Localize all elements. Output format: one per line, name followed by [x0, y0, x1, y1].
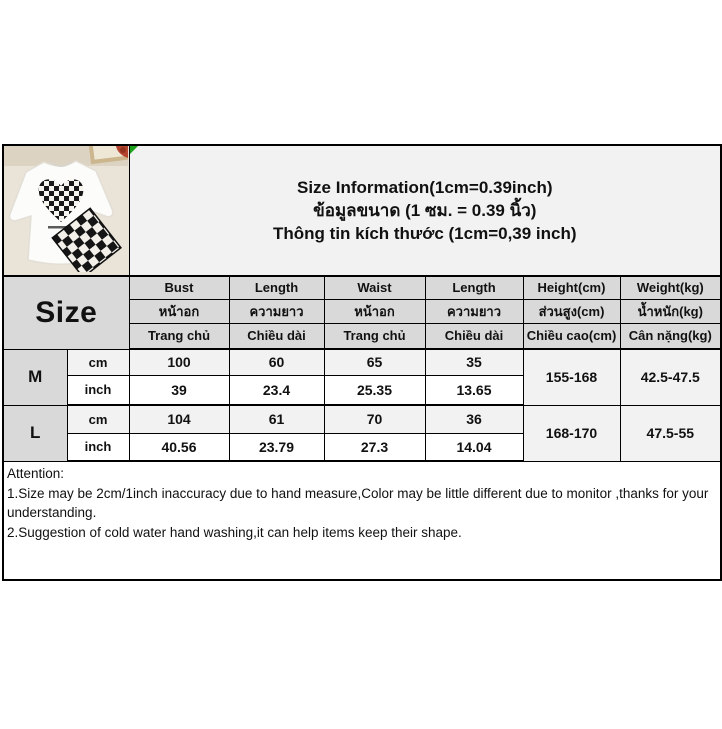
- unit-inch-label: inch: [67, 375, 129, 405]
- value-m-length-cm: 60: [229, 349, 324, 375]
- col-header-length-2-th: ความยาว: [425, 299, 523, 323]
- cell-corner-marker-icon: [130, 146, 138, 154]
- value-l-bust-inch: 40.56: [129, 433, 229, 461]
- size-info-title-vi: Thông tin kích thước (1cm=0,39 inch): [273, 224, 577, 243]
- value-m-weight: 42.5-47.5: [620, 349, 721, 405]
- col-header-length-vi: Chiều dài: [229, 323, 324, 349]
- col-header-waist: Waist: [324, 276, 425, 299]
- value-m-length2-inch: 13.65: [425, 375, 523, 405]
- value-l-height: 168-170: [523, 405, 620, 461]
- size-m-label: M: [3, 349, 67, 405]
- size-chart-table: [2, 144, 722, 581]
- value-m-bust-cm: 100: [129, 349, 229, 375]
- value-m-bust-inch: 39: [129, 375, 229, 405]
- value-l-length2-cm: 36: [425, 405, 523, 433]
- col-header-weight: Weight(kg): [620, 276, 721, 299]
- unit-cm-label: cm: [67, 405, 129, 433]
- value-m-waist-inch: 25.35: [324, 375, 425, 405]
- size-l-label: L: [3, 405, 67, 461]
- value-l-length-inch: 23.79: [229, 433, 324, 461]
- value-l-waist-cm: 70: [324, 405, 425, 433]
- col-header-height: Height(cm): [523, 276, 620, 299]
- product-photo-illustration: [4, 146, 128, 272]
- value-m-length2-cm: 35: [425, 349, 523, 375]
- unit-cm-label: cm: [67, 349, 129, 375]
- value-l-length-cm: 61: [229, 405, 324, 433]
- size-info-header: [129, 145, 721, 276]
- value-m-height: 155-168: [523, 349, 620, 405]
- col-header-length: Length: [229, 276, 324, 299]
- col-header-length-2-vi: Chiều dài: [425, 323, 523, 349]
- col-header-length-2: Length: [425, 276, 523, 299]
- col-header-height-vi: Chiều cao(cm): [523, 323, 620, 349]
- value-m-length-inch: 23.4: [229, 375, 324, 405]
- value-l-waist-inch: 27.3: [324, 433, 425, 461]
- col-header-weight-vi: Cân nặng(kg): [620, 323, 721, 349]
- value-l-weight: 47.5-55: [620, 405, 721, 461]
- value-l-bust-cm: 104: [129, 405, 229, 433]
- attention-line-1: 1.Size may be 2cm/1inch inaccuracy due to hand measure,Color may be little different due to monitor ,thanks for your understanding.: [7, 485, 709, 521]
- value-l-length2-inch: 14.04: [425, 433, 523, 461]
- unit-inch-label: inch: [67, 433, 129, 461]
- col-header-bust-th: หน้าอก: [129, 299, 229, 323]
- col-header-length-th: ความยาว: [229, 299, 324, 323]
- attention-title: Attention:: [7, 466, 65, 481]
- size-label-cell: Size: [3, 276, 129, 349]
- attention-line-2: 2.Suggestion of cold water hand washing,it can help items keep their shape.: [7, 524, 462, 540]
- col-header-weight-th: น้ำหนัก(kg): [620, 299, 721, 323]
- col-header-height-th: ส่วนสูง(cm): [523, 299, 620, 323]
- attention-notes: [3, 461, 721, 580]
- size-info-title-th: ข้อมูลขนาด (1 ซม. = 0.39 นิ้ว): [313, 201, 537, 220]
- col-header-bust-vi: Trang chủ: [129, 323, 229, 349]
- col-header-bust: Bust: [129, 276, 229, 299]
- product-photo-cell: [3, 145, 129, 276]
- size-info-title-en: Size Information(1cm=0.39inch): [297, 178, 553, 197]
- col-header-waist-th: หน้าอก: [324, 299, 425, 323]
- col-header-waist-vi: Trang chủ: [324, 323, 425, 349]
- value-m-waist-cm: 65: [324, 349, 425, 375]
